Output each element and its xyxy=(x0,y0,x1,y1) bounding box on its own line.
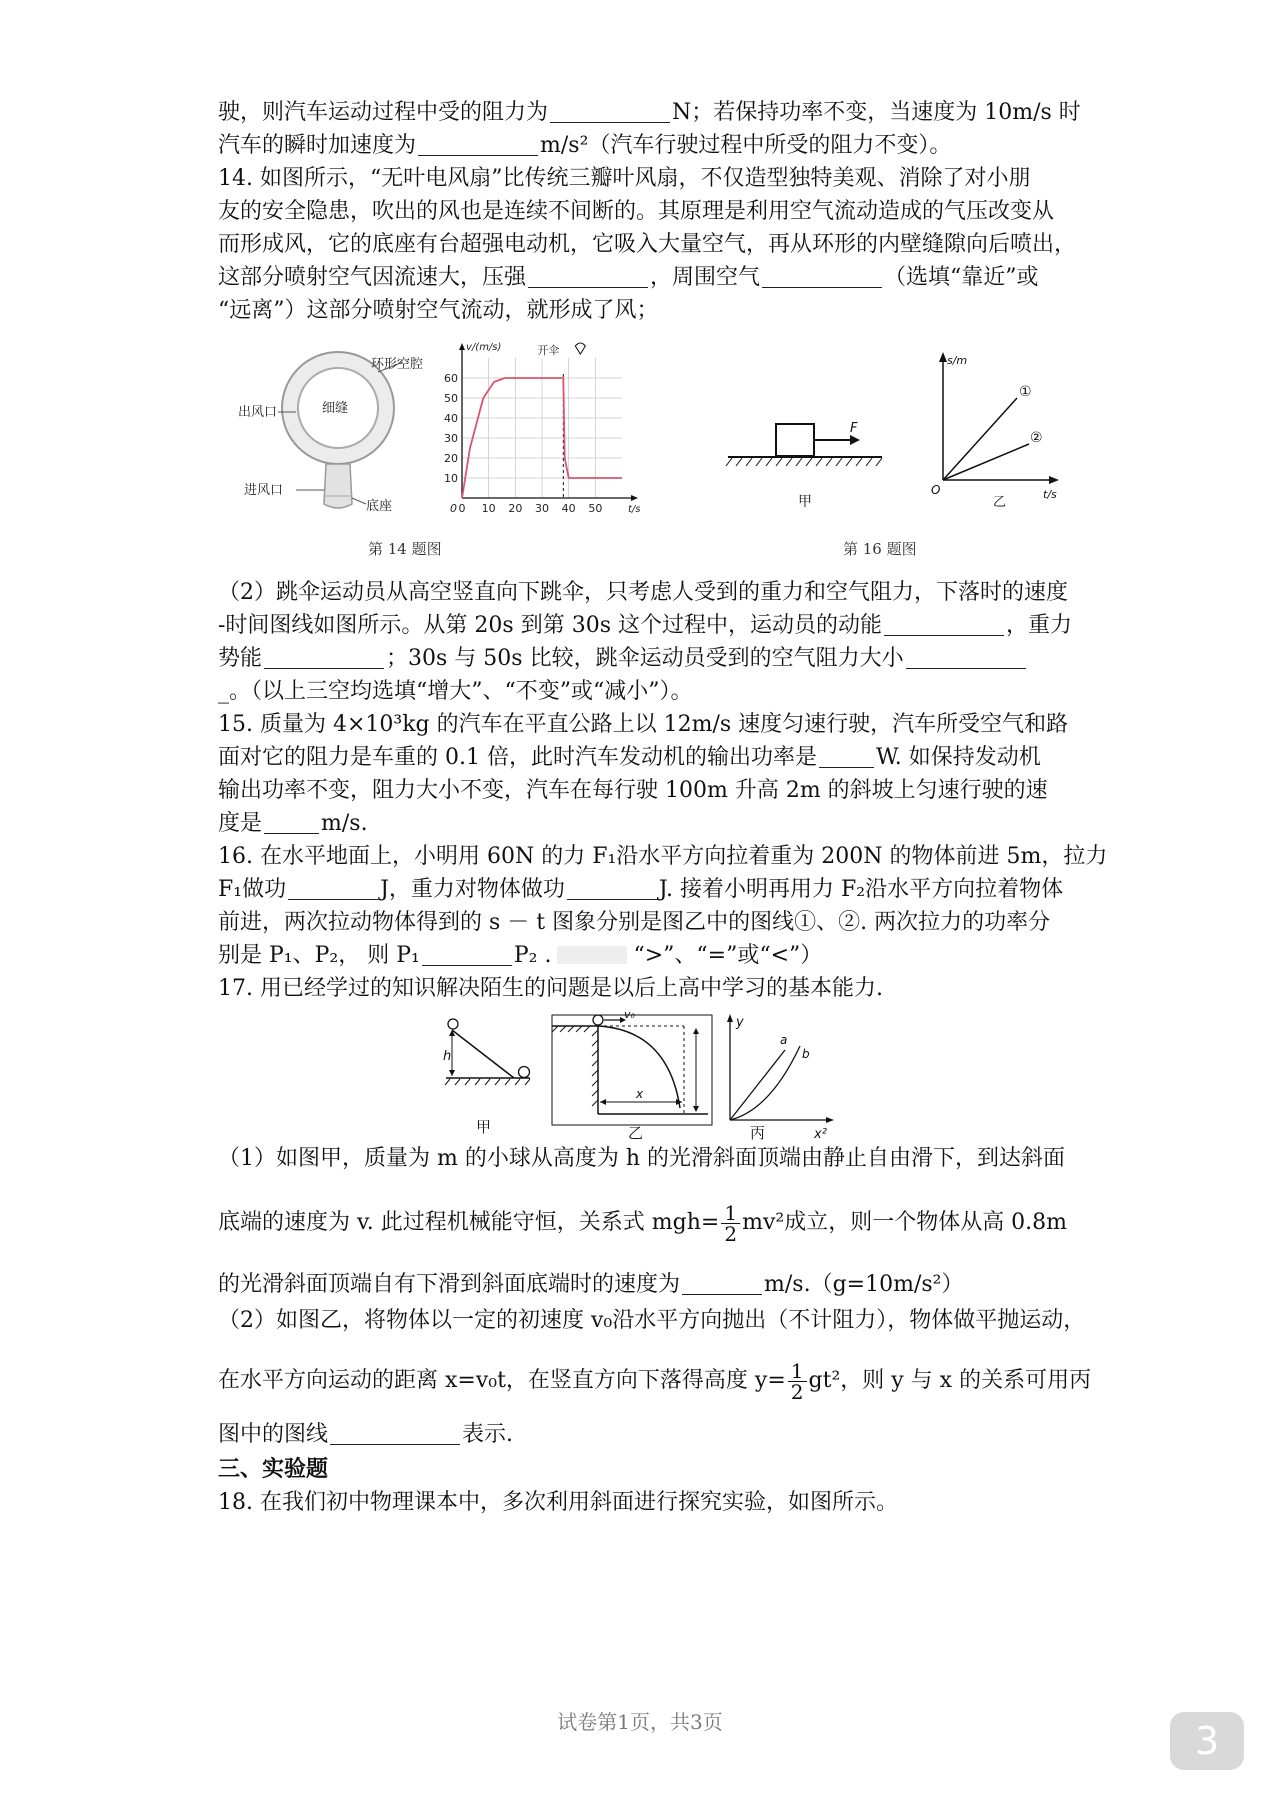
q17-p2-text-d: 表示. xyxy=(462,1422,514,1447)
q14-text-c: （选填“靠近”或 xyxy=(884,265,1039,290)
q17-p2-text-c: 图中的图线 xyxy=(218,1422,329,1447)
q17-p1-text-d: m/s.（g=10m/s²） xyxy=(764,1272,964,1297)
q13-text-a: 驶，则汽车运动过程中受的阻力为 xyxy=(218,100,549,125)
x-tick-label: 10 xyxy=(481,502,496,515)
y-tick-label: 30 xyxy=(444,432,458,445)
answer-blank[interactable] xyxy=(264,811,319,834)
q17-p2-line-2 xyxy=(218,1358,1092,1404)
x-tick-label: 40 xyxy=(561,502,576,515)
x-axis-label: t/s xyxy=(628,504,640,515)
h-label: h xyxy=(443,1049,452,1064)
q15-line-2 xyxy=(218,743,1078,773)
q14-line-2: 友的安全隐患，吹出的风也是连续不间断的。其原理是利用空气流动造成的气压改变从 xyxy=(218,199,1055,224)
q14-2-text-d: ；30s 与 50s 比较，跳伞运动员受到的空气阻力大小 xyxy=(386,646,904,671)
smudged-text xyxy=(557,946,627,964)
line-1-label: ① xyxy=(1019,384,1032,400)
fig16-block-figure xyxy=(720,400,890,510)
answer-blank[interactable] xyxy=(550,100,670,123)
fig-yi-projectile xyxy=(552,1010,712,1140)
fan-label-base: 底座 xyxy=(366,499,393,514)
v0-label: v₀ xyxy=(624,1010,635,1021)
y-axis-label: y xyxy=(736,1015,744,1030)
fan-label-slit: 细缝 xyxy=(322,401,349,416)
q14-2-text-a: -时间图线如图所示。从第 20s 到第 30s 这个过程中，运动员的动能 xyxy=(218,613,882,638)
parachute-annotation: 开伞 xyxy=(537,344,560,357)
origin-label: 0 xyxy=(450,502,457,515)
x-label: x xyxy=(636,1087,644,1101)
answer-blank[interactable] xyxy=(762,265,882,288)
origin-label: O xyxy=(931,483,941,497)
q15-text-d: m/s. xyxy=(321,811,368,836)
q13-text-d: m/s²（汽车行驶过程中所受的阻力不变）。 xyxy=(540,133,952,158)
frac-den: 2 xyxy=(724,1221,738,1246)
fig16-st-graph xyxy=(925,350,1065,510)
t-axis-label: t/s xyxy=(1043,488,1057,501)
answer-blank[interactable] xyxy=(418,133,538,156)
q16-text-e: P₂ . xyxy=(513,943,552,968)
q16-text-d: 别是 P₁、P₂， 则 P₁ xyxy=(218,943,420,968)
answer-blank[interactable] xyxy=(682,1272,762,1295)
x-tick-label: 50 xyxy=(588,502,603,515)
fig16-jia-label: 甲 xyxy=(798,494,812,510)
bladeless-fan-figure xyxy=(238,340,438,520)
fan-label-outlet: 出风口 xyxy=(238,405,278,420)
q14-line-5: “远离”）这部分喷射空气流动，就形成了风； xyxy=(218,298,659,323)
fig-jia-incline xyxy=(443,1019,530,1136)
q13-line-2 xyxy=(218,131,1078,161)
curve-b-label: b xyxy=(802,1047,810,1061)
y-tick-label: 10 xyxy=(444,472,458,485)
fig-yi-label: 乙 xyxy=(628,1124,644,1140)
q16-line-4 xyxy=(218,941,1078,971)
q14-text-b: ，周围空气 xyxy=(650,265,761,290)
q16-line-3: 前进，两次拉动物体得到的 s － t 图象分别是图乙中的图线①、②. 两次拉力的功率分 xyxy=(218,910,1051,935)
q14-2-line-1: （2）跳伞运动员从高空竖直向下跳伞，只考虑人受到的重力和空气阻力，下落时的速度 xyxy=(218,580,1068,605)
x-tick-label: 0 xyxy=(458,502,466,515)
q17-p2-text-a: 在水平方向运动的距离 x=v₀t，在竖直方向下落得高度 y= xyxy=(218,1368,786,1393)
q16-text-c: J. 接着小明再用力 F₂沿水平方向拉着物体 xyxy=(658,877,1064,902)
q15-text-b: W. 如保持发动机 xyxy=(875,745,1041,770)
q18-line: 18. 在我们初中物理课本中，多次利用斜面进行探究实验，如图所示。 xyxy=(218,1490,898,1515)
q13-text-c: 汽车的瞬时加速度为 xyxy=(218,133,417,158)
q15-text-a: 面对它的阻力是车重的 0.1 倍，此时汽车发动机的输出功率是 xyxy=(218,745,817,770)
answer-blank[interactable] xyxy=(264,646,384,669)
x-axis-arrow xyxy=(631,495,638,501)
answer-blank[interactable] xyxy=(906,646,1026,669)
q16-line-1: 16. 在水平地面上，小明用 60N 的力 F₁沿水平方向拉着重为 200N 的物体前进 5m，拉力 xyxy=(218,844,1108,869)
fig16-caption: 第 16 题图 xyxy=(843,540,917,558)
q17-p1-text-a: 底端的速度为 v. 此过程机械能守恒，关系式 mgh= xyxy=(218,1210,720,1235)
fig16-yi-label: 乙 xyxy=(993,495,1007,510)
q16-text-f: “>”、“=”或“<”） xyxy=(633,943,823,968)
graph-line-b xyxy=(730,1046,800,1120)
q14-2-text-b: ，重力 xyxy=(1005,613,1072,638)
q17-p2-line-1: （2）如图乙，将物体以一定的初速度 v₀沿水平方向抛出（不计阻力），物体做平抛运动， xyxy=(218,1308,1086,1333)
y-tick-label: 40 xyxy=(444,412,458,425)
page-badge[interactable]: 3 xyxy=(1170,1712,1244,1770)
y-tick-label: 60 xyxy=(444,372,458,385)
answer-blank[interactable] xyxy=(884,613,1004,636)
answer-blank[interactable] xyxy=(422,943,512,966)
answer-blank[interactable] xyxy=(528,265,648,288)
q17-p1-line-3 xyxy=(218,1270,1078,1300)
q17-p1-text-b: mv²成立，则一个物体从高 0.8m xyxy=(742,1210,1068,1235)
q14-2-line-4: _。（以上三空均选填“增大”、“不变”或“减小”）。 xyxy=(218,679,693,704)
q17-line-1: 17. 用已经学过的知识解决陌生的问题是以后上高中学习的基本能力. xyxy=(218,976,883,1001)
q14-2-text-c: 势能 xyxy=(218,646,263,671)
frac-num: 1 xyxy=(721,1203,740,1224)
y-axis-label: v/(m/s) xyxy=(466,342,502,353)
fig14-caption: 第 14 题图 xyxy=(368,540,442,558)
fraction-half xyxy=(788,1358,807,1404)
q15-line-1: 15. 质量为 4×10³kg 的汽车在平直公路上以 12m/s 速度匀速行驶，汽车所受空气和路 xyxy=(218,712,1069,737)
answer-blank[interactable] xyxy=(567,877,657,900)
section-title: 三、实验题 xyxy=(218,1456,329,1482)
q15-line-4 xyxy=(218,809,1078,839)
q16-text-a: F₁做功 xyxy=(218,877,287,902)
y-tick-label: 20 xyxy=(444,452,458,465)
y-axis-arrow xyxy=(459,343,465,350)
q14-2-line-2 xyxy=(218,611,1078,641)
answer-blank[interactable] xyxy=(819,745,874,768)
answer-blank[interactable] xyxy=(288,877,378,900)
q14-2-line-3 xyxy=(218,644,1078,674)
q17-p1-line-1: （1）如图甲，质量为 m 的小球从高度为 h 的光滑斜面顶端由静止自由滑下，到达斜面 xyxy=(218,1146,1066,1171)
q15-text-c: 度是 xyxy=(218,811,263,836)
line-2-label: ② xyxy=(1030,430,1043,446)
q14-text-a: 这部分喷射空气因流速大，压强 xyxy=(218,265,527,290)
curve-a-label: a xyxy=(780,1033,788,1047)
fig-bing-graph xyxy=(727,1014,834,1140)
fig-jia-label: 甲 xyxy=(476,1118,492,1136)
frac-num: 1 xyxy=(788,1361,807,1382)
x-tick-label: 20 xyxy=(508,502,523,515)
x2-axis-label: x² xyxy=(814,1127,827,1140)
q16-text-b: J，重力对物体做功 xyxy=(380,877,565,902)
fraction-half xyxy=(721,1200,740,1246)
fan-label-ring: 环形空腔 xyxy=(371,357,424,372)
page-footer: 试卷第1页，共3页 xyxy=(557,1710,723,1734)
vt-chart xyxy=(440,340,640,520)
st-line-1 xyxy=(943,398,1017,480)
y-tick-label: 50 xyxy=(444,392,458,405)
q14-line-3: 而形成风，它的底座有台超强电动机，它吸入大量空气，再从环形的内壁缝隙向后喷出， xyxy=(218,232,1077,257)
st-line-2 xyxy=(943,444,1029,480)
frac-den: 2 xyxy=(790,1379,804,1404)
force-label: F xyxy=(850,421,858,436)
q17-p2-line-3 xyxy=(218,1420,1078,1450)
s-axis-label: s/m xyxy=(947,354,968,367)
q15-line-3: 输出功率不变，阻力大小不变，汽车在每行驶 100m 升高 2m 的斜坡上匀速行驶的速 xyxy=(218,778,1048,803)
fan-label-inlet: 进风口 xyxy=(244,483,284,498)
q17-p2-text-b: gt²，则 y 与 x 的关系可用丙 xyxy=(808,1368,1092,1393)
q17-p1-text-c: 的光滑斜面顶端自有下滑到斜面底端时的速度为 xyxy=(218,1272,681,1297)
q14-line-1: 14. 如图所示，“无叶电风扇”比传统三瓣叶风扇，不仅造型独特美观、消除了对小朋 xyxy=(218,166,1031,191)
q13-text-b: N；若保持功率不变，当速度为 10m/s 时 xyxy=(672,100,1081,125)
x-tick-label: 30 xyxy=(535,502,549,515)
q17-p1-line-2 xyxy=(218,1200,1078,1246)
q17-figures xyxy=(440,1010,860,1140)
q13-line-1 xyxy=(218,98,1081,128)
fig-bing-label: 丙 xyxy=(750,1124,766,1140)
answer-blank[interactable] xyxy=(330,1422,460,1445)
q16-line-2 xyxy=(218,875,1078,905)
q14-line-4 xyxy=(218,263,1078,293)
parachute-icon xyxy=(575,343,585,354)
